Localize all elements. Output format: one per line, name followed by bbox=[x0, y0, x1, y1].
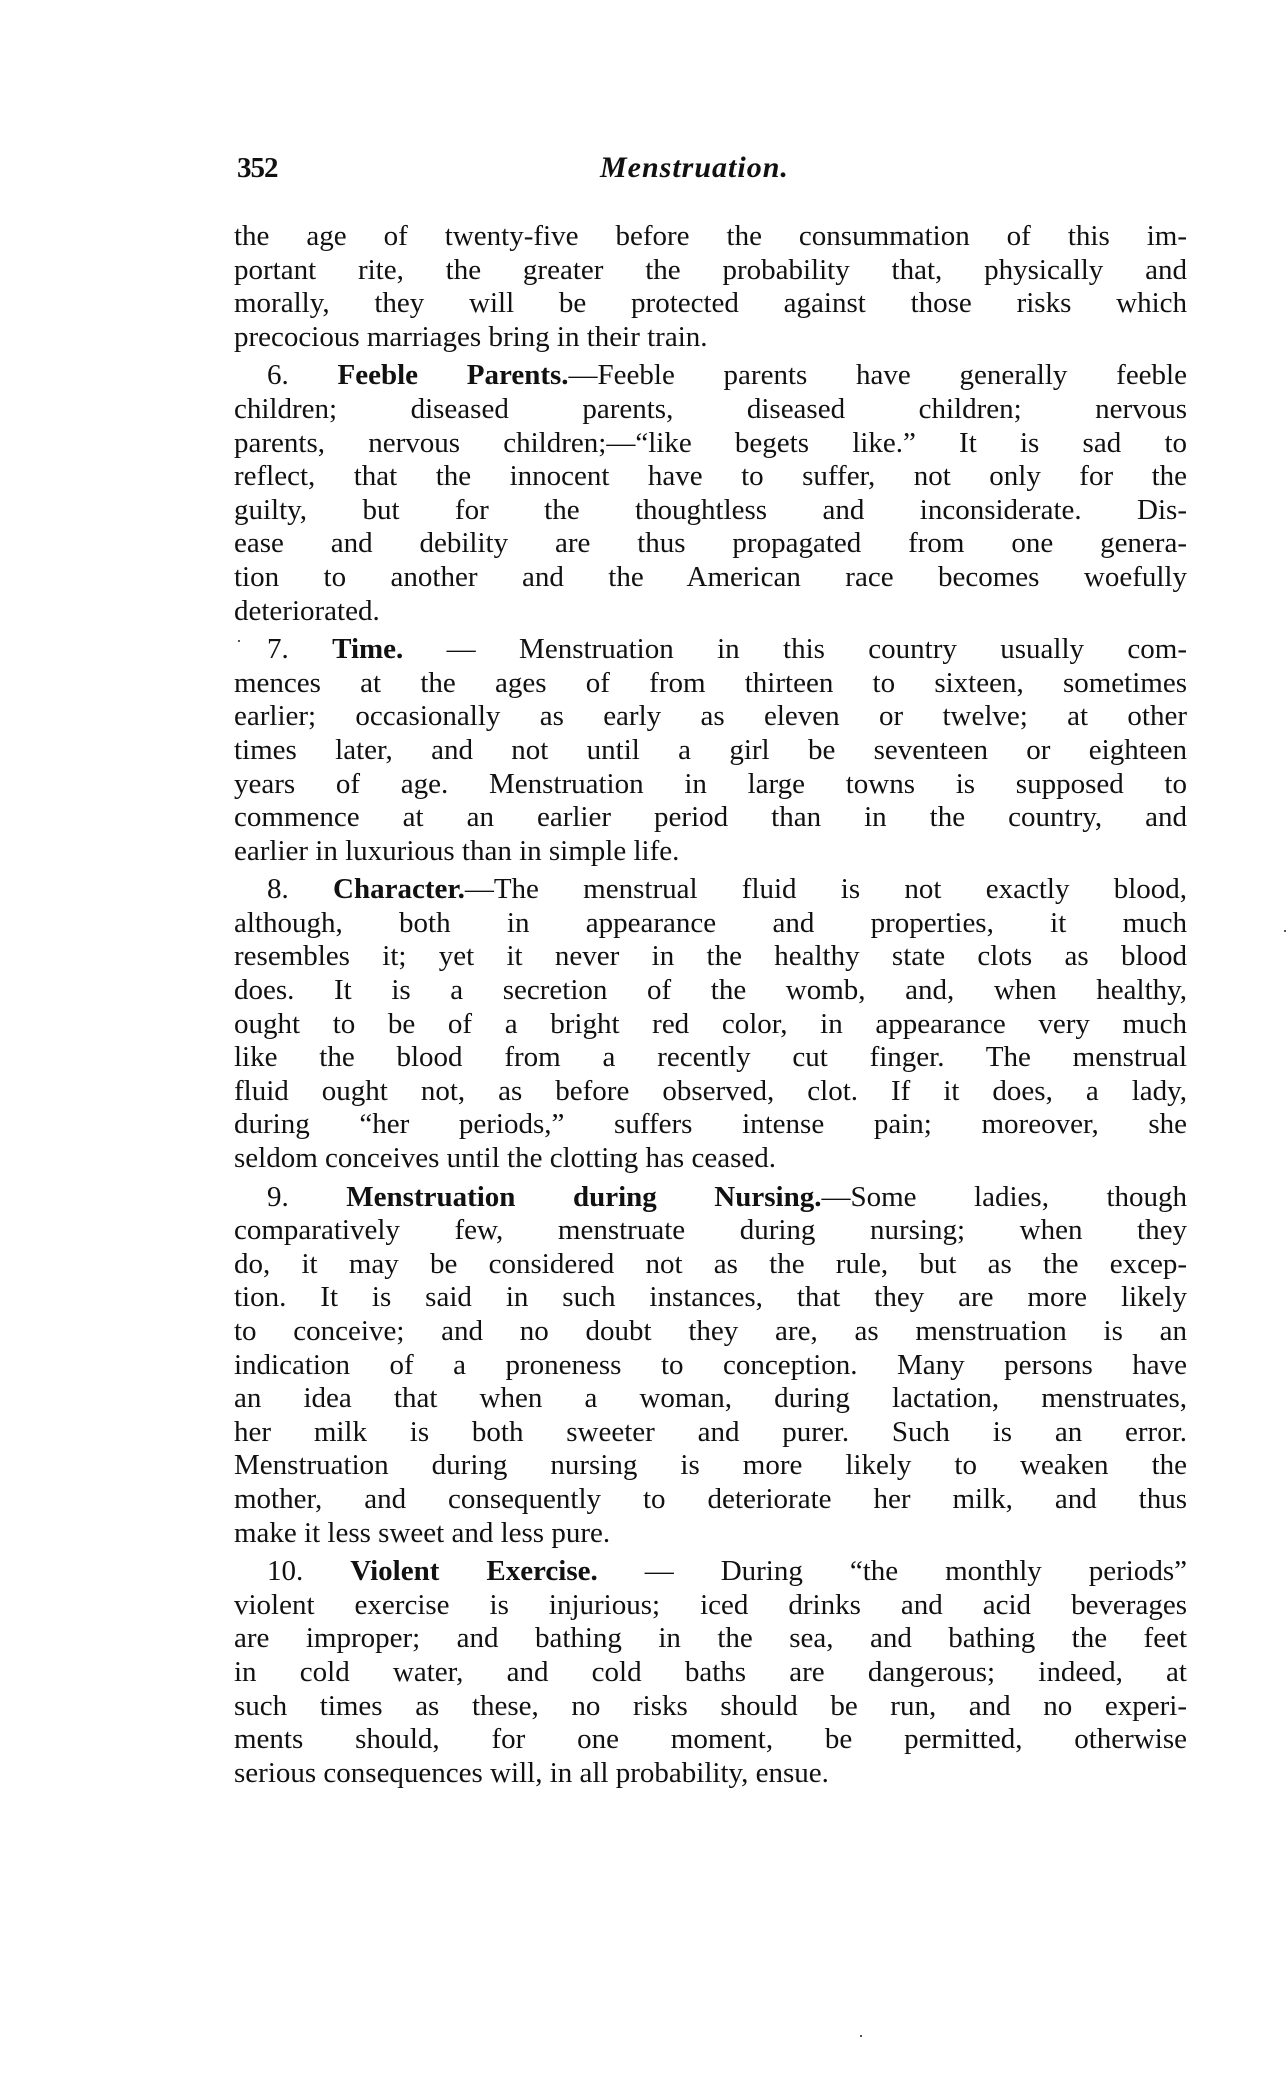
text-line: violent exercise is injurious; iced drinks and acid beverages bbox=[234, 1588, 1187, 1621]
text-line: indication of a proneness to conception. Many persons have bbox=[234, 1348, 1187, 1381]
paragraph-violent-exercise bbox=[234, 1555, 1187, 1790]
running-head bbox=[234, 148, 1187, 188]
text-line: ease and debility are thus propagated from one genera- bbox=[234, 527, 1187, 560]
text-line: are improper; and bathing in the sea, and bathing the feet bbox=[234, 1622, 1187, 1655]
text-line: the age of twenty-five before the consummation of this im- bbox=[234, 220, 1187, 252]
text-line: seldom conceives until the clotting has ceased. bbox=[234, 1142, 776, 1175]
running-title: Menstruation. bbox=[600, 151, 789, 184]
text-line: such times as these, no risks should be run, and no experi- bbox=[234, 1689, 1187, 1722]
paragraph-heading: Time. bbox=[332, 633, 404, 666]
text-line: although, both in appearance and properties, it much bbox=[234, 906, 1187, 939]
text-line: make it less sweet and less pure. bbox=[234, 1516, 611, 1549]
text-line: Menstruation during nursing is more likely to weaken the bbox=[234, 1449, 1187, 1482]
paragraph-number: 7. bbox=[267, 633, 289, 666]
text-line: ought to be of a bright red color, in appearance very much bbox=[234, 1007, 1187, 1040]
paragraph-number: 9. bbox=[267, 1180, 289, 1213]
text-line: children; diseased parents, diseased children; nervous bbox=[234, 392, 1187, 425]
text-line: an idea that when a woman, during lactation, menstruates, bbox=[234, 1382, 1187, 1415]
text-line: — Menstruation in this country usually com- bbox=[403, 633, 1188, 666]
text-line: deteriorated. bbox=[234, 594, 380, 627]
text-line: mences at the ages of from thirteen to sixteen, sometimes bbox=[234, 666, 1187, 699]
text-line: — During “the monthly periods” bbox=[597, 1555, 1187, 1588]
paragraph-number: 6. bbox=[267, 359, 289, 392]
text-line: serious consequences will, in all probability, ensue. bbox=[234, 1756, 829, 1789]
text-line: comparatively few, menstruate during nursing; when they bbox=[234, 1214, 1187, 1247]
text-line: like the blood from a recently cut finger. The menstrual bbox=[234, 1041, 1187, 1074]
text-line: morally, they will be protected against those risks which bbox=[234, 287, 1187, 320]
text-line: resembles it; yet it never in the healthy state clots as blood bbox=[234, 940, 1187, 973]
body-text bbox=[234, 220, 1187, 1795]
text-line: commence at an earlier period than in the country, and bbox=[234, 801, 1187, 834]
text-line: portant rite, the greater the probability that, physically and bbox=[234, 253, 1187, 286]
text-line: her milk is both sweeter and purer. Such is an error. bbox=[234, 1415, 1187, 1448]
text-line: —Some ladies, though bbox=[821, 1180, 1188, 1213]
paragraph-feeble-parents bbox=[234, 359, 1187, 628]
paragraph-number: 10. bbox=[267, 1555, 304, 1588]
paragraph-heading: Character. bbox=[333, 873, 465, 906]
text-line: —Feeble parents have generally feeble bbox=[568, 359, 1187, 392]
text-line: do, it may be considered not as the rule, but as the excep- bbox=[234, 1247, 1187, 1280]
text-line: in cold water, and cold baths are dangerous; indeed, at bbox=[234, 1655, 1187, 1688]
paragraph-character bbox=[234, 873, 1187, 1175]
text-line: guilty, but for the thoughtless and inconsiderate. Dis- bbox=[234, 493, 1187, 526]
paragraph-continuation bbox=[234, 220, 1187, 354]
scan-speck bbox=[238, 640, 240, 642]
scan-speck bbox=[860, 2035, 862, 2037]
text-line: tion to another and the American race becomes woefully bbox=[234, 560, 1187, 593]
text-line: earlier in luxurious than in simple life. bbox=[234, 834, 680, 867]
text-line: earlier; occasionally as early as eleven or twelve; at other bbox=[234, 700, 1187, 733]
paragraph-menstruation-during-nursing bbox=[234, 1181, 1187, 1551]
text-line: ments should, for one moment, be permitted, otherwise bbox=[234, 1723, 1187, 1756]
text-line: fluid ought not, as before observed, clot. If it does, a lady, bbox=[234, 1074, 1187, 1107]
paragraph-number: 8. bbox=[267, 873, 289, 906]
scan-speck bbox=[1284, 930, 1286, 932]
text-line: does. It is a secretion of the womb, and, when healthy, bbox=[234, 974, 1187, 1007]
text-line: tion. It is said in such instances, that they are more likely bbox=[234, 1281, 1187, 1314]
paragraph-time bbox=[234, 633, 1187, 868]
paragraph-heading: Feeble Parents. bbox=[337, 359, 569, 392]
text-line: during “her periods,” suffers intense pain; moreover, she bbox=[234, 1108, 1187, 1141]
text-line: precocious marriages bring in their train. bbox=[234, 320, 708, 353]
paragraph-heading: Violent Exercise. bbox=[350, 1555, 598, 1588]
text-line: to conceive; and no doubt they are, as menstruation is an bbox=[234, 1315, 1187, 1347]
page-number: 352 bbox=[237, 152, 278, 184]
text-line: parents, nervous children;—“like begets like.” It is sad to bbox=[234, 426, 1187, 459]
paragraph-heading: Menstruation during Nursing. bbox=[346, 1180, 822, 1213]
text-line: reflect, that the innocent have to suffer, not only for the bbox=[234, 460, 1187, 493]
text-line: times later, and not until a girl be seventeen or eighteen bbox=[234, 733, 1187, 766]
text-line: years of age. Menstruation in large towns is supposed to bbox=[234, 767, 1187, 800]
text-line: —The menstrual fluid is not exactly blood, bbox=[464, 873, 1188, 906]
text-line: mother, and consequently to deteriorate her milk, and thus bbox=[234, 1482, 1187, 1515]
